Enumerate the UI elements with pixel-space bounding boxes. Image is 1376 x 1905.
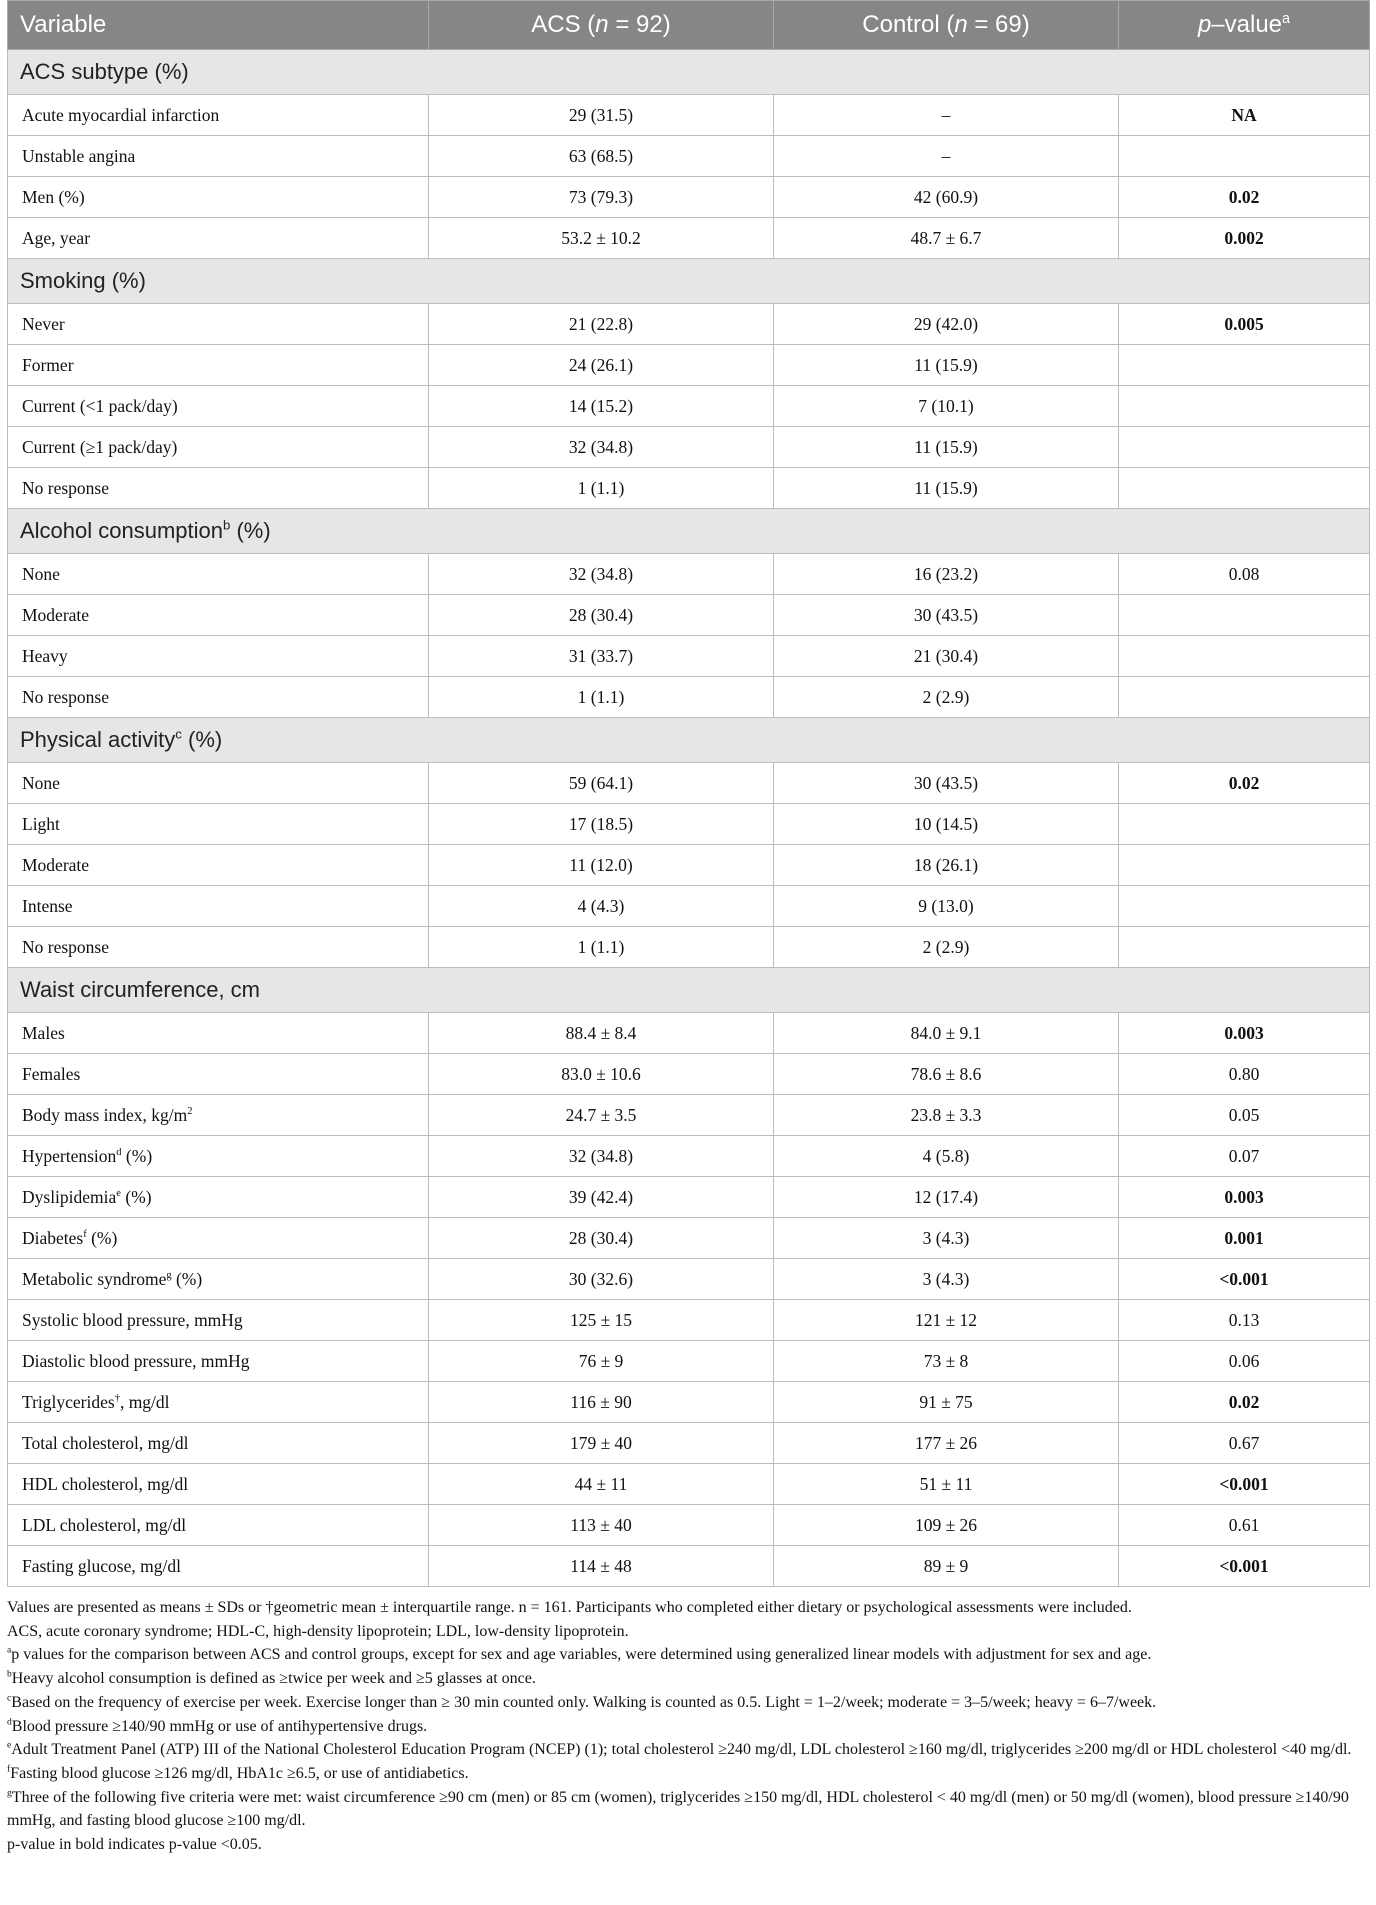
p-value: 0.005 [1119,304,1370,345]
control-value: 29 (42.0) [774,304,1119,345]
table-row [8,218,1370,259]
section-header-row [8,509,1370,554]
p-value: 0.02 [1119,1382,1370,1423]
row-label: Females [8,1054,429,1095]
footnote: Values are presented as means ± SDs or †geometric mean ± interquartile range. n = 161. Participants who completed either dietary or psychological assessments were included. [7,1599,1132,1616]
control-value: 3 (4.3) [774,1218,1119,1259]
control-value: 18 (26.1) [774,845,1119,886]
acs-value: 113 ± 40 [429,1505,774,1546]
table-row [8,468,1370,509]
row-label: No response [8,927,429,968]
table-row [8,1382,1370,1423]
header-control: Control (n = 69) [774,1,1119,50]
p-value: 0.003 [1119,1177,1370,1218]
acs-value: 73 (79.3) [429,177,774,218]
acs-value: 32 (34.8) [429,427,774,468]
acs-value: 17 (18.5) [429,804,774,845]
acs-value: 31 (33.7) [429,636,774,677]
row-label: None [8,763,429,804]
table-container [7,0,1369,1857]
p-value [1119,595,1370,636]
p-value: <0.001 [1119,1464,1370,1505]
p-value: 0.02 [1119,763,1370,804]
footnote: $^f$Fasting blood glucose ≥126 mg/dl, HbA1c ≥6.5, or use of antidiabetics. [7,1763,469,1782]
acs-value: 14 (15.2) [429,386,774,427]
row-label: Acute myocardial infarction [8,95,429,136]
control-value: 4 (5.8) [774,1136,1119,1177]
table-row [8,345,1370,386]
footnote: ACS, acute coronary syndrome; HDL-C, high-density lipoprotein; LDL, low-density lipoprotein. [7,1622,629,1640]
row-label: Intense [8,886,429,927]
control-value: – [774,136,1119,177]
acs-value: 44 ± 11 [429,1464,774,1505]
p-value: 0.002 [1119,218,1370,259]
p-value [1119,677,1370,718]
p-value: 0.07 [1119,1136,1370,1177]
acs-value: 63 (68.5) [429,136,774,177]
p-value [1119,345,1370,386]
acs-value: 24 (26.1) [429,345,774,386]
row-label: Heavy [8,636,429,677]
table-row [8,1259,1370,1300]
p-value: 0.02 [1119,177,1370,218]
row-label: HDL cholesterol, mg/dl [8,1464,429,1505]
row-label: Moderate [8,845,429,886]
table-row [8,136,1370,177]
p-value: 0.001 [1119,1218,1370,1259]
section-title: Smoking (%) [8,259,1370,304]
acs-value: 32 (34.8) [429,1136,774,1177]
table-row [8,1095,1370,1136]
acs-value: 28 (30.4) [429,1218,774,1259]
acs-value: 28 (30.4) [429,595,774,636]
table-row [8,1177,1370,1218]
p-value: 0.06 [1119,1341,1370,1382]
acs-value: 24.7 ± 3.5 [429,1095,774,1136]
row-label: Unstable angina [8,136,429,177]
acs-value: 83.0 ± 10.6 [429,1054,774,1095]
control-value: 9 (13.0) [774,886,1119,927]
control-value: 3 (4.3) [774,1259,1119,1300]
control-value: 10 (14.5) [774,804,1119,845]
section-header-row [8,259,1370,304]
section-header-row [8,718,1370,763]
row-label: Former [8,345,429,386]
p-value: 0.08 [1119,554,1370,595]
table-row [8,427,1370,468]
p-value: 0.13 [1119,1300,1370,1341]
row-label: Males [8,1013,429,1054]
p-value [1119,636,1370,677]
characteristics-table [7,0,1370,1587]
acs-value: 53.2 ± 10.2 [429,218,774,259]
row-label: Age, year [8,218,429,259]
acs-value: 76 ± 9 [429,1341,774,1382]
section-header-row [8,968,1370,1013]
row-label: Total cholesterol, mg/dl [8,1423,429,1464]
row-label: Metabolic syndrome$^g$ (%) [8,1259,429,1300]
table-body [8,50,1370,1587]
row-label: Systolic blood pressure, mmHg [8,1300,429,1341]
row-label: Moderate [8,595,429,636]
table-row [8,1505,1370,1546]
p-value [1119,927,1370,968]
control-value: – [774,95,1119,136]
row-label: Dyslipidemia$^e$ (%) [8,1177,429,1218]
row-label: Triglycerides†, mg/dl [8,1382,429,1423]
table-footnotes [7,1596,1369,1857]
table-row [8,804,1370,845]
control-value: 84.0 ± 9.1 [774,1013,1119,1054]
control-value: 42 (60.9) [774,177,1119,218]
control-value: 51 ± 11 [774,1464,1119,1505]
table-row [8,1546,1370,1587]
control-value: 177 ± 26 [774,1423,1119,1464]
acs-value: 125 ± 15 [429,1300,774,1341]
footnote: $^b$Heavy alcohol consumption is defined as ≥twice per week and ≥5 glasses at once. [7,1668,536,1688]
table-row [8,886,1370,927]
table-row [8,927,1370,968]
header-pvalue: p–value$^a$ [1119,1,1370,50]
control-value: 30 (43.5) [774,763,1119,804]
header-acs: ACS (n = 92) [429,1,774,50]
control-value: 91 ± 75 [774,1382,1119,1423]
control-value: 89 ± 9 [774,1546,1119,1587]
p-value [1119,136,1370,177]
table-row [8,1464,1370,1505]
table-row [8,386,1370,427]
control-value: 48.7 ± 6.7 [774,218,1119,259]
table-row [8,177,1370,218]
p-value [1119,427,1370,468]
row-label: No response [8,468,429,509]
table-row [8,677,1370,718]
footnote: p-value in bold indicates p-value <0.05. [7,1836,262,1854]
control-value: 12 (17.4) [774,1177,1119,1218]
control-value: 7 (10.1) [774,386,1119,427]
section-title: Physical activity$^c$ (%) [8,718,1370,763]
p-value: NA [1119,95,1370,136]
row-label: Hypertension$^d$ (%) [8,1136,429,1177]
control-value: 11 (15.9) [774,468,1119,509]
p-value: 0.67 [1119,1423,1370,1464]
row-label: Light [8,804,429,845]
acs-value: 114 ± 48 [429,1546,774,1587]
row-label: None [8,554,429,595]
acs-value: 29 (31.5) [429,95,774,136]
row-label: Diabetes$^f$ (%) [8,1218,429,1259]
table-row [8,1136,1370,1177]
p-value: 0.003 [1119,1013,1370,1054]
table-row [8,304,1370,345]
p-value [1119,845,1370,886]
control-value: 78.6 ± 8.6 [774,1054,1119,1095]
table-row [8,636,1370,677]
table-row [8,595,1370,636]
control-value: 21 (30.4) [774,636,1119,677]
header-variable: Variable [8,1,429,50]
acs-value: 32 (34.8) [429,554,774,595]
table-row [8,554,1370,595]
acs-value: 116 ± 90 [429,1382,774,1423]
control-value: 11 (15.9) [774,427,1119,468]
table-row [8,95,1370,136]
table-row [8,1013,1370,1054]
control-value: 16 (23.2) [774,554,1119,595]
table-row [8,763,1370,804]
p-value: 0.61 [1119,1505,1370,1546]
table-row [8,1341,1370,1382]
acs-value: 59 (64.1) [429,763,774,804]
acs-value: 39 (42.4) [429,1177,774,1218]
control-value: 2 (2.9) [774,677,1119,718]
acs-value: 88.4 ± 8.4 [429,1013,774,1054]
p-value: <0.001 [1119,1259,1370,1300]
footnote: $^d$Blood pressure ≥140/90 mmHg or use of antihypertensive drugs. [7,1716,428,1735]
p-value: 0.05 [1119,1095,1370,1136]
acs-value: 1 (1.1) [429,927,774,968]
control-value: 23.8 ± 3.3 [774,1095,1119,1136]
row-label: Current (≥1 pack/day) [8,427,429,468]
p-value: 0.80 [1119,1054,1370,1095]
table-row [8,1300,1370,1341]
acs-value: 1 (1.1) [429,468,774,509]
table-row [8,1054,1370,1095]
p-value [1119,468,1370,509]
row-label: No response [8,677,429,718]
footnote: $^a$p values for the comparison between ACS and control groups, except for sex and age variables, were determined using generalized linear models with adjustment for sex and age. [7,1645,1152,1664]
footnote: $^g$Three of the following five criteria were met: waist circumference ≥90 cm (men) or 85 cm (women), triglycerides ≥150 mg/dl, HDL cholesterol < 40 mg/dl (men) or 50 mg/dl (women), blood pressure ≥140/90 mmHg, and fasting blood glucose ≥100 mg/dl. [7,1787,1349,1830]
section-header-row [8,50,1370,95]
row-label: LDL cholesterol, mg/dl [8,1505,429,1546]
row-label: Men (%) [8,177,429,218]
table-header-row [8,1,1370,50]
section-title: Alcohol consumption$^b$ (%) [8,509,1370,554]
control-value: 30 (43.5) [774,595,1119,636]
acs-value: 30 (32.6) [429,1259,774,1300]
section-title: ACS subtype (%) [8,50,1370,95]
control-value: 11 (15.9) [774,345,1119,386]
row-label: Body mass index, $kg/m^2$ [8,1095,429,1136]
footnote: $^c$Based on the frequency of exercise per week. Exercise longer than ≥ 30 min counted only. Walking is counted as 0.5. Light = 1–2/week; moderate = 3–5/week; heavy = 6–7/week. [7,1692,1157,1711]
control-value: 2 (2.9) [774,927,1119,968]
row-label: Never [8,304,429,345]
acs-value: 4 (4.3) [429,886,774,927]
footnote: $^e$Adult Treatment Panel (ATP) III of the National Cholesterol Education Program (NCEP) (1); total cholesterol ≥240 mg/dl, LDL cholesterol ≥160 mg/dl, triglycerides ≥200 mg/dl or HDL cholesterol <40 mg/dl. [7,1739,1352,1759]
control-value: 73 ± 8 [774,1341,1119,1382]
acs-value: 1 (1.1) [429,677,774,718]
row-label: Fasting glucose, mg/dl [8,1546,429,1587]
table-row [8,1218,1370,1259]
control-value: 121 ± 12 [774,1300,1119,1341]
p-value: <0.001 [1119,1546,1370,1587]
row-label: Current (<1 pack/day) [8,386,429,427]
section-title: Waist circumference, cm [8,968,1370,1013]
p-value [1119,804,1370,845]
p-value [1119,386,1370,427]
acs-value: 11 (12.0) [429,845,774,886]
row-label: Diastolic blood pressure, mmHg [8,1341,429,1382]
control-value: 109 ± 26 [774,1505,1119,1546]
acs-value: 21 (22.8) [429,304,774,345]
table-row [8,1423,1370,1464]
table-row [8,845,1370,886]
acs-value: 179 ± 40 [429,1423,774,1464]
p-value [1119,886,1370,927]
